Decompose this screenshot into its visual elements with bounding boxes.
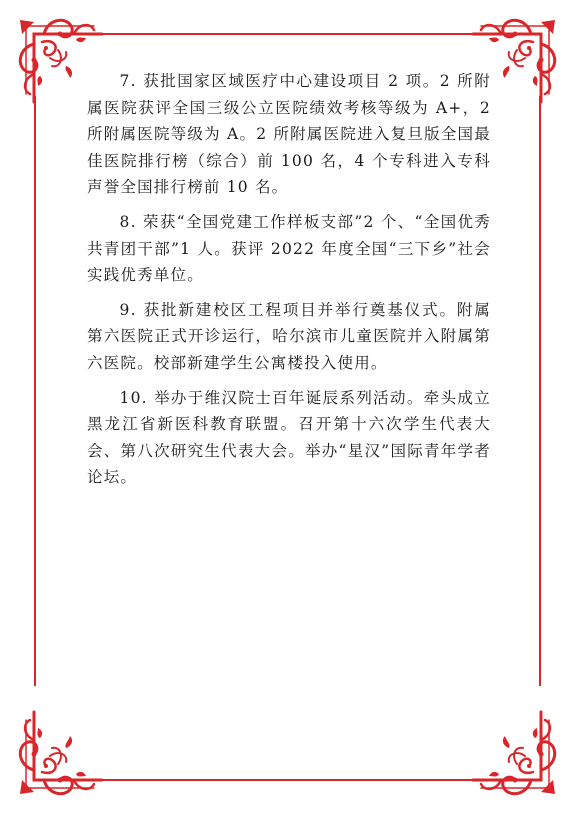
paragraph-item-10: 10. 举办于维汉院士百年诞辰系列活动。牵头成立黑龙江省新医科教育联盟。召开第十六次学生代表大会、第八次研究生代表大会。举办“星汉”国际青年学者论坛。 (87, 388, 491, 487)
frame-left-border (34, 96, 36, 686)
frame-top-border (92, 33, 483, 35)
corner-ornament-bottom-left (14, 708, 106, 800)
paragraph-item-7: 7. 获批国家区域医疗中心建设项目 2 项。2 所附属医院获评全国三级公立医院绩效考核等级为 A+，2 所附属医院等级为 A。2 所附属医院进入复旦版全国最佳医院排行榜（综合）前 100 名，4 个专科进入专科声誉全国排行榜前 10 名。 (87, 72, 491, 197)
paragraph-item-9: 9. 获批新建校区工程项目并举行奠基仪式。附属第六医院正式开诊运行，哈尔滨市儿童医院并入附属第六医院。校部新建学生公寓楼投入使用。 (87, 300, 491, 372)
corner-ornament-bottom-right (469, 708, 561, 800)
frame-right-border (539, 96, 541, 686)
frame-bottom-border (92, 779, 483, 781)
document-body (87, 68, 491, 499)
paragraph-item-8: 8. 荣获“全国党建工作样板支部”2 个、“全国优秀共青团干部”1 人。获评 2022 年度全国“三下乡”社会实践优秀单位。 (87, 212, 491, 285)
